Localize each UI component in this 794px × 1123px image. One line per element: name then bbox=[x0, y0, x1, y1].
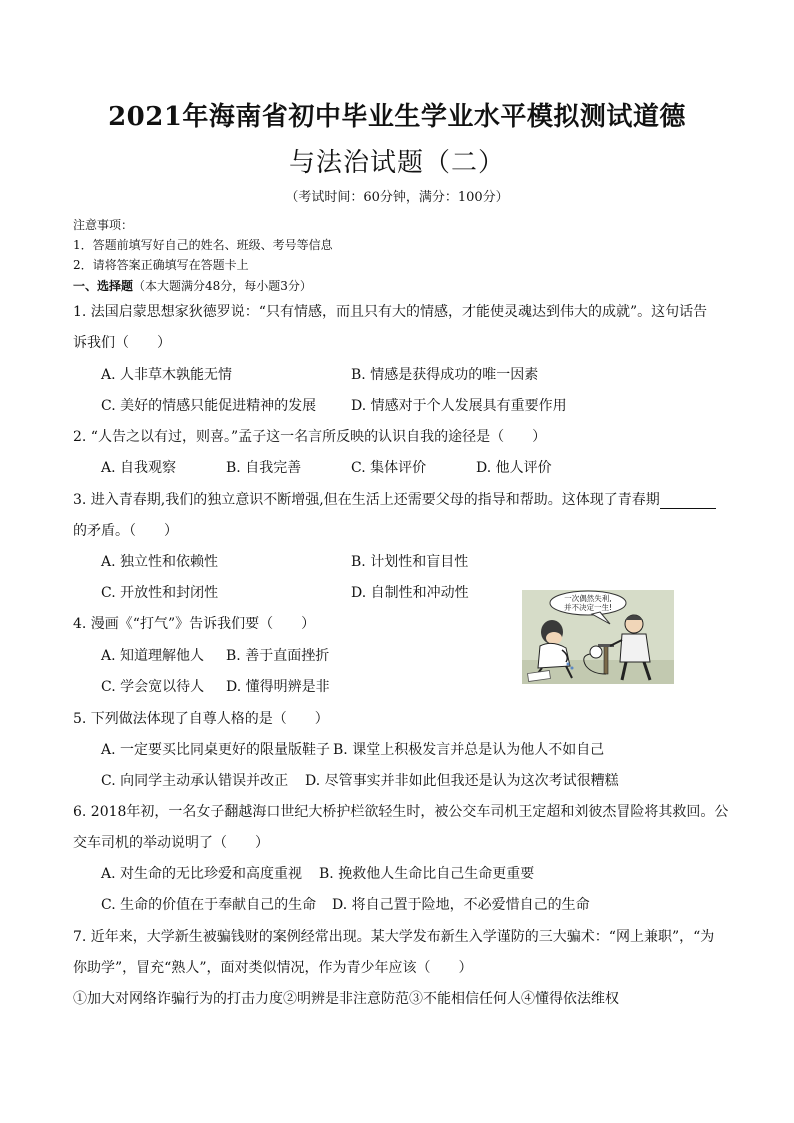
notes-heading: 注意事项： bbox=[73, 218, 134, 232]
section-desc: （本大题满分48分，每小题3分） bbox=[133, 279, 312, 293]
question-5-option-d: D. 尽管事实并非如此但我还是认为这次考试很糟糕 bbox=[305, 773, 619, 789]
question-3-text: 3. 进入青春期,我们的独立意识不断增强,但在生活上还需要父母的指导和帮助。这体现了青春期 bbox=[73, 492, 660, 508]
question-1-option-a: A. 人非草木孰能无情 bbox=[101, 367, 233, 383]
question-2-option-a: A. 自我观察 bbox=[101, 460, 177, 476]
notes-item-2: 2．请将答案正确填写在答题卡上 bbox=[73, 258, 249, 272]
question-5-option-c: C. 向同学主动承认错误并改正 bbox=[101, 773, 289, 789]
notes-item-1: 1．答题前填写好自己的姓名、班级、考号等信息 bbox=[73, 238, 333, 252]
section-heading bbox=[73, 277, 312, 294]
question-4-option-b: B. 善于直面挫折 bbox=[226, 648, 330, 664]
question-1-option-b: B. 情感是获得成功的唯一因素 bbox=[351, 367, 539, 383]
cartoon-caption-1: 一次偶然失利, bbox=[564, 594, 612, 603]
question-6-option-c: C. 生命的价值在于奉献自己的生命 bbox=[101, 897, 317, 913]
question-2-option-c: C. 集体评价 bbox=[351, 460, 427, 476]
exam-subtitle: （考试时间：60分钟，满分：100分） bbox=[285, 190, 509, 205]
cartoon-illustration bbox=[522, 590, 674, 684]
cartoon-caption-2: 并不决定一生! bbox=[563, 603, 613, 612]
answer-blank bbox=[660, 494, 716, 509]
question-1-option-d: D. 情感对于个人发展具有重要作用 bbox=[351, 398, 567, 414]
question-5-line-1: 5. 下列做法体现了自尊人格的是（ ） bbox=[73, 711, 329, 727]
exam-title-line2: 与法治试题（二） bbox=[288, 148, 505, 178]
question-3-line-1 bbox=[73, 489, 716, 509]
question-6-line-1: 6. 2018年初，一名女子翻越海口世纪大桥护栏欲轻生时，被公交车司机王定超和刘彼杰冒险将其救回。公 bbox=[73, 804, 729, 820]
question-7-line-1: 7. 近年来，大学新生被骗钱财的案例经常出现。某大学发布新生入学谨防的三大骗术：“网上兼职”，“为 bbox=[73, 929, 715, 945]
section-label: 一、选择题 bbox=[73, 279, 134, 293]
cartoon-image bbox=[522, 590, 674, 684]
question-2-option-d: D. 他人评价 bbox=[476, 460, 552, 476]
question-3-option-c: C. 开放性和封闭性 bbox=[101, 585, 219, 601]
question-6-option-d: D. 将自己置于险地，不必爱惜自己的生命 bbox=[332, 897, 590, 913]
question-5-option-a: A. 一定要买比同桌更好的限量版鞋子 bbox=[101, 742, 331, 758]
question-2-line-1: 2. “人告之以有过，则喜。”孟子这一名言所反映的认识自我的途径是（ ） bbox=[73, 429, 547, 445]
question-3-option-b: B. 计划性和盲目性 bbox=[351, 554, 469, 570]
question-2-option-b: B. 自我完善 bbox=[226, 460, 302, 476]
question-1-line-2: 诉我们（ ） bbox=[73, 335, 171, 351]
question-3-option-a: A. 独立性和依赖性 bbox=[101, 554, 219, 570]
question-6-option-b: B. 挽救他人生命比自己生命更重要 bbox=[319, 866, 535, 882]
exam-title-line1: 2021年海南省初中毕业生学业水平模拟测试道德 bbox=[108, 102, 686, 132]
question-4-line-1: 4. 漫画《“打气”》告诉我们要（ ） bbox=[73, 616, 316, 632]
question-5-option-b: B. 课堂上积极发言并总是认为他人不如自己 bbox=[333, 742, 605, 758]
question-1-line-1: 1. 法国启蒙思想家狄德罗说：“只有情感，而且只有大的情感，才能使灵魂达到伟大的成就”。这句话告 bbox=[73, 304, 708, 320]
question-7-line-3: ①加大对网络诈骗行为的打击力度②明辨是非注意防范③不能相信任何人④懂得依法维权 bbox=[73, 991, 619, 1007]
question-7-line-2: 你助学”，冒充“熟人”，面对类似情况，作为青少年应该（ ） bbox=[73, 960, 473, 976]
question-3-line-2: 的矛盾。（ ） bbox=[73, 523, 178, 539]
question-1-option-c: C. 美好的情感只能促进精神的发展 bbox=[101, 398, 317, 414]
question-3-option-d: D. 自制性和冲动性 bbox=[351, 585, 469, 601]
question-6-option-a: A. 对生命的无比珍爱和高度重视 bbox=[101, 866, 303, 882]
question-6-line-2: 交车司机的举动说明了（ ） bbox=[73, 835, 269, 851]
question-4-option-c: C. 学会宽以待人 bbox=[101, 679, 205, 695]
question-4-option-a: A. 知道理解他人 bbox=[101, 648, 205, 664]
question-4-option-d: D. 懂得明辨是非 bbox=[226, 679, 330, 695]
